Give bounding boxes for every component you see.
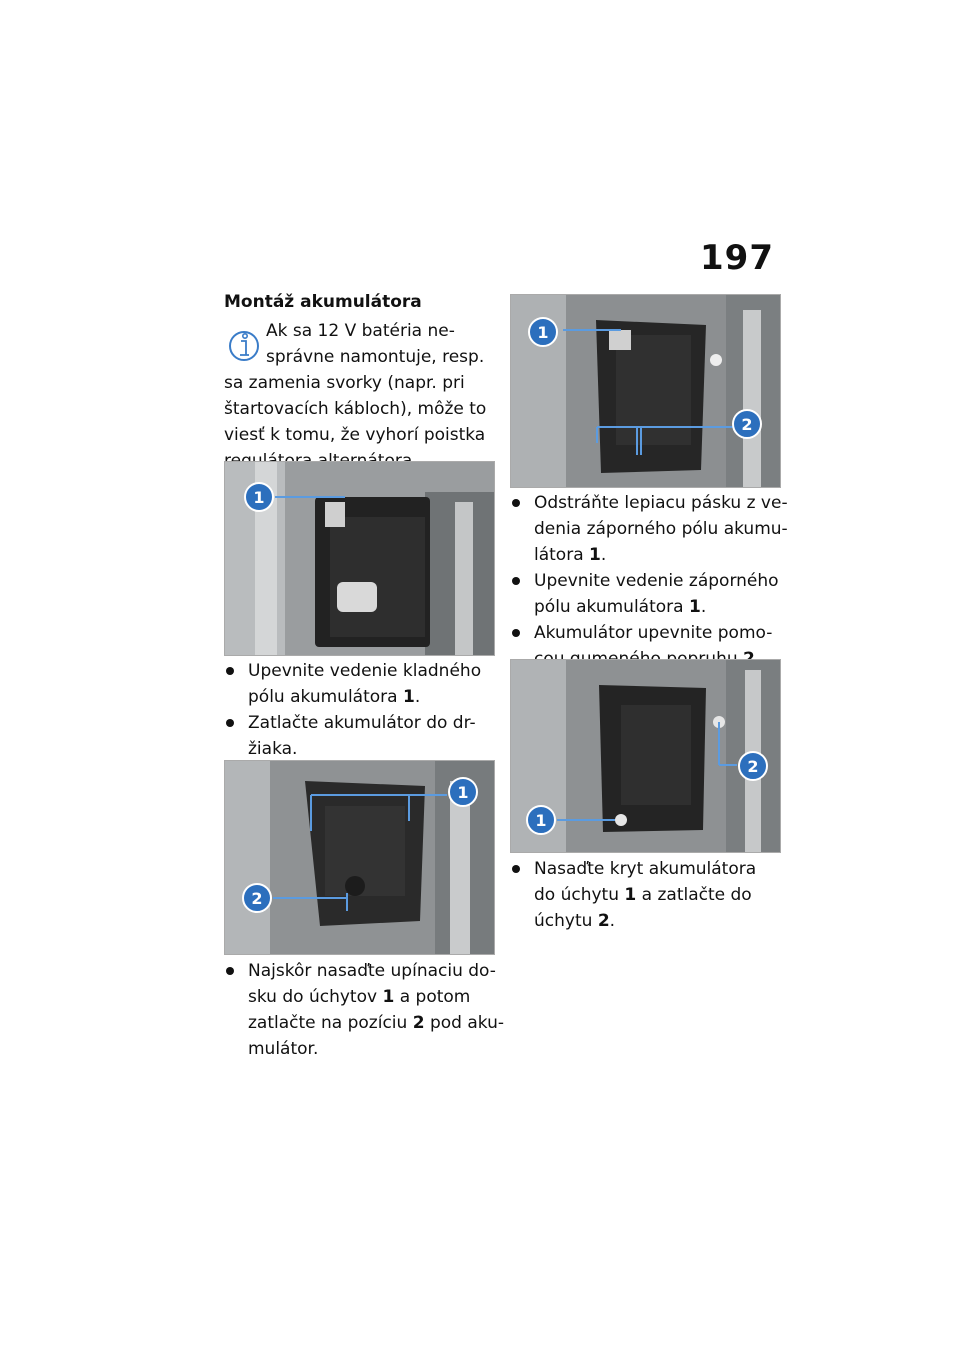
callout-badge	[449, 778, 477, 806]
steps-b	[224, 958, 505, 1062]
step-text: pólu akumulátora	[534, 597, 689, 617]
note-line: sa zamenia svorky (napr. pri	[224, 373, 465, 393]
step-text: .	[700, 597, 707, 617]
callout-label: 1	[535, 811, 547, 830]
step-text: Upevnite vedenie záporného	[534, 571, 779, 591]
step-text: a potom	[394, 987, 471, 1007]
info-note	[224, 318, 490, 474]
battery-photo-4	[510, 659, 781, 853]
ref-number: 2	[597, 911, 610, 931]
step-text: Odstráňte lepiacu pásku z ve-	[534, 493, 788, 513]
note-line: viesť k tomu, že vyhorí poistka	[224, 425, 486, 445]
step-text: mulátor.	[248, 1039, 319, 1059]
step-text: do úchytu	[534, 885, 625, 905]
list-item	[224, 658, 494, 710]
step-text: Najskôr nasaďte upínaciu do-	[248, 961, 496, 981]
ref-number: 1	[402, 687, 415, 707]
battery-photo-1	[224, 461, 495, 656]
note-line: správne namontuje, resp.	[266, 347, 485, 367]
callout-label: 2	[741, 415, 753, 434]
callout-label: 1	[537, 323, 549, 342]
callout-badge	[527, 806, 555, 834]
ref-number: 1	[688, 597, 701, 617]
step-text: pólu akumulátora	[248, 687, 403, 707]
info-icon	[228, 324, 260, 364]
ref-number: 1	[382, 987, 395, 1007]
battery-photo-2	[224, 760, 495, 955]
page-number: 197	[700, 238, 774, 278]
list-item	[510, 856, 780, 934]
callout-badge	[739, 752, 767, 780]
step-text: látora	[534, 545, 590, 565]
callout-label: 2	[251, 889, 263, 908]
step-text: úchytu	[534, 911, 598, 931]
step-text: Upevnite vedenie kladného	[248, 661, 482, 681]
step-text: Zatlačte akumulátor do dr-	[248, 713, 476, 733]
note-line: štartovacích kábloch), môže to	[224, 399, 487, 419]
ref-number: 1	[589, 545, 601, 565]
step-text: .	[414, 687, 421, 707]
ref-number: 2	[412, 1013, 425, 1033]
step-text: Akumulátor upevnite pomo-	[534, 623, 773, 643]
steps-a	[224, 658, 494, 762]
battery-photo-3	[510, 294, 781, 488]
list-item	[510, 568, 780, 620]
steps-c	[510, 490, 788, 672]
step-text: zatlačte na pozíciu	[248, 1013, 413, 1033]
callout-badge	[733, 410, 761, 438]
note-line: Ak sa 12 V batéria ne-	[266, 321, 455, 341]
step-text: pod aku-	[424, 1013, 505, 1033]
callout-label: 1	[457, 783, 469, 802]
steps-d	[510, 856, 780, 934]
step-text: sku do úchytov	[248, 987, 383, 1007]
ref-number: 1	[624, 885, 637, 905]
section-title: Montáž akumulátora	[224, 292, 422, 312]
callout-badge	[245, 483, 273, 511]
step-text: .	[600, 545, 607, 565]
callout-label: 2	[747, 757, 759, 776]
step-text: žiaka.	[248, 739, 298, 759]
callout-badge	[243, 884, 271, 912]
list-item	[510, 490, 788, 568]
list-item	[224, 958, 505, 1062]
step-text: a zatlačte do	[636, 885, 752, 905]
step-text: Nasaďte kryt akumulátora	[534, 859, 757, 879]
list-item	[224, 710, 494, 762]
callout-badge	[529, 318, 557, 346]
step-text: .	[609, 911, 616, 931]
callout-label: 1	[253, 488, 265, 507]
step-text: denia záporného pólu akumu-	[534, 519, 788, 539]
